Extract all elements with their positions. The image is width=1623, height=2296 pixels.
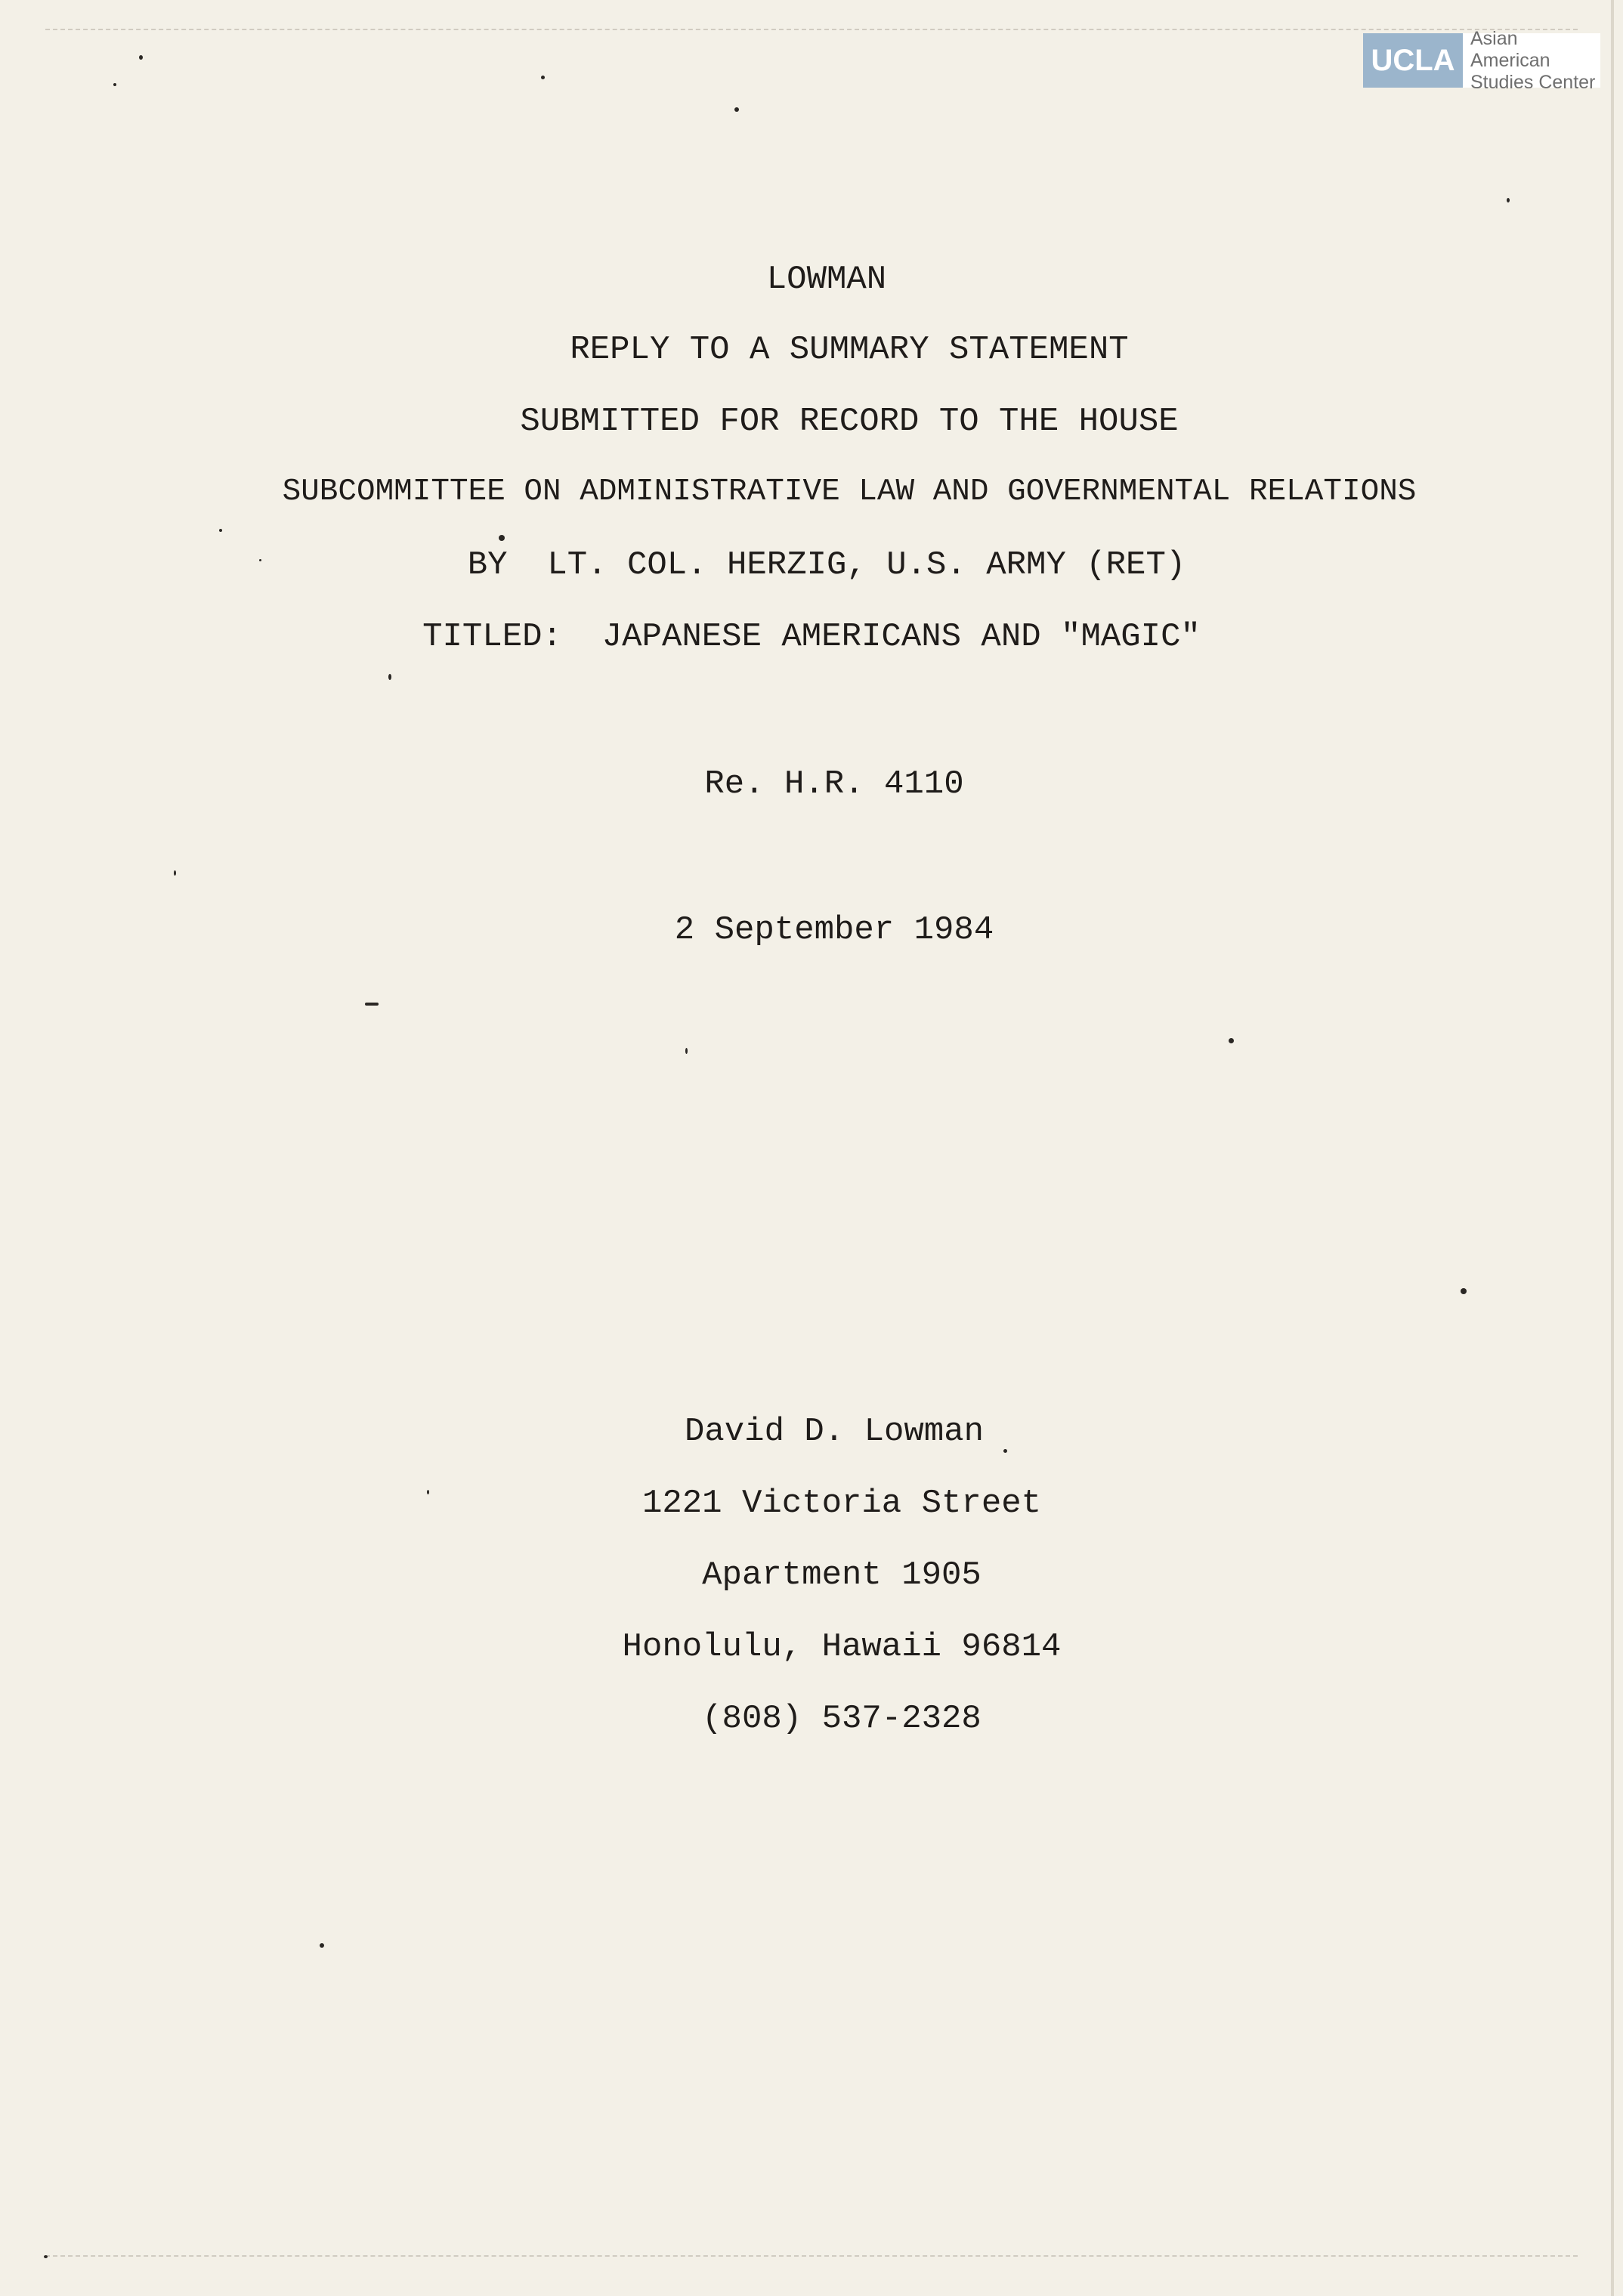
scan-speck [388,674,391,680]
scan-speck [365,1003,379,1006]
document-date: 2 September 1984 [674,911,994,949]
scan-speck [174,870,176,876]
scan-speck [44,2255,48,2258]
scan-speck [1003,1449,1007,1453]
bill-reference: Re. H.R. 4110 [704,765,964,803]
title-line-1: LOWMAN [766,261,887,298]
center-name-line1: Asian American [1470,27,1550,71]
scan-speck [734,107,739,112]
scan-speck [1507,198,1510,202]
title-line-6: TITLED: JAPANESE AMERICANS AND "MAGIC" [422,618,1201,656]
center-name [1463,27,1600,93]
scan-speck [541,76,545,79]
author-city: Honolulu, Hawaii 96814 [622,1628,1062,1666]
title-line-5: BY LT. COL. HERZIG, U.S. ARMY (RET) [467,546,1186,584]
scan-speck [1229,1038,1234,1043]
title-line-3: SUBMITTED FOR RECORD TO THE HOUSE [520,403,1179,440]
title-line-2: REPLY TO A SUMMARY STATEMENT [570,331,1129,369]
scan-speck [259,559,261,561]
scan-speck [1461,1288,1467,1294]
scan-speck [320,1943,324,1948]
scan-speck [499,535,505,541]
author-street: 1221 Victoria Street [641,1485,1042,1522]
page-bottom-edge [45,2255,1578,2257]
scan-speck [139,55,143,60]
ucla-aasc-watermark [1363,27,1600,93]
ucla-logo: UCLA [1363,33,1463,88]
scan-speck [427,1490,429,1494]
author-phone: (808) 537-2328 [702,1700,982,1738]
page-top-edge [45,29,1578,30]
center-name-line2: Studies Center [1470,71,1596,93]
author-apartment: Apartment 1905 [702,1556,982,1594]
title-line-4: SUBCOMMITTEE ON ADMINISTRATIVE LAW AND GOVERNMENTAL RELATIONS [282,474,1417,509]
scan-speck [685,1048,688,1054]
scan-speck [219,529,222,532]
scan-speck [113,83,116,86]
author-name: David D. Lowman [684,1413,985,1451]
